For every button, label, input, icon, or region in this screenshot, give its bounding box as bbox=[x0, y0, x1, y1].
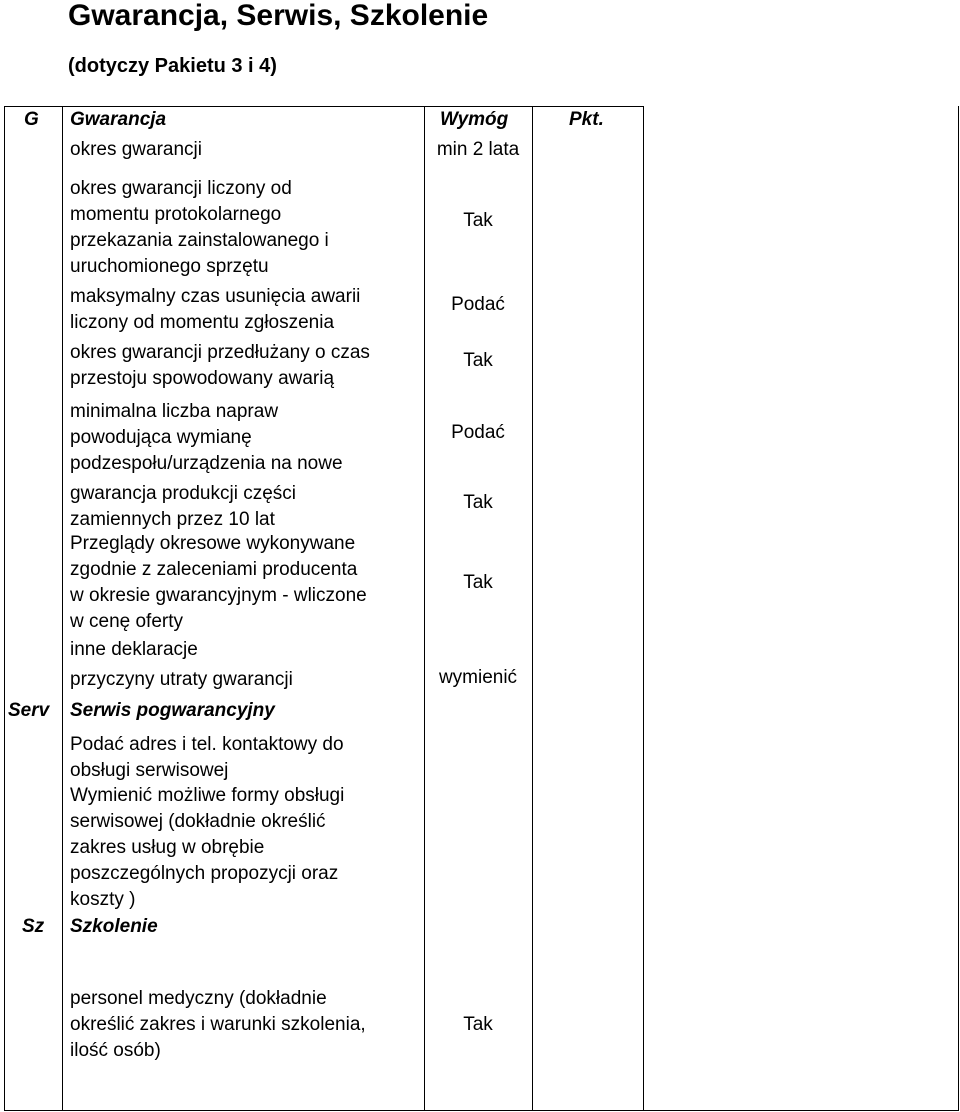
warranty-row-value: Tak bbox=[463, 350, 493, 371]
warranty-row-label: inne deklaracje bbox=[70, 639, 198, 660]
training-row-label: personel medyczny (dokładnie określić zakres i warunki szkolenia, ilość osób) bbox=[70, 988, 366, 1061]
warranty-row-value: min 2 lata bbox=[436, 139, 520, 160]
column-divider-code bbox=[62, 106, 63, 1111]
table-bottom-border bbox=[4, 1110, 959, 1111]
table-right-border bbox=[958, 106, 959, 1111]
document-title: Gwarancja, Serwis, Szkolenie bbox=[68, 0, 489, 32]
warranty-row-label: maksymalny czas usunięcia awarii liczony od momentu zgłoszenia bbox=[70, 286, 361, 333]
column-divider-points bbox=[643, 106, 644, 1111]
warranty-row-value: Podać bbox=[451, 422, 505, 443]
warranty-row-label: gwarancja produkcji części zamiennych przez 10 lat bbox=[70, 483, 296, 530]
document-subtitle: (dotyczy Pakietu 3 i 4) bbox=[68, 55, 277, 77]
warranty-row-label: Przeglądy okresowe wykonywane zgodnie z zaleceniami producenta w okresie gwarancyjnym - wliczone w cenę oferty bbox=[70, 533, 367, 632]
header-name: Gwarancja bbox=[70, 109, 167, 130]
service-row-label: Podać adres i tel. kontaktowy do obsługi serwisowej bbox=[70, 734, 344, 781]
service-section-title: Serwis pogwarancyjny bbox=[70, 700, 275, 721]
header-requirement: Wymóg bbox=[440, 109, 509, 130]
warranty-row-value: Tak bbox=[463, 492, 493, 513]
column-divider-label bbox=[424, 106, 425, 1111]
table-left-border bbox=[4, 106, 5, 1111]
warranty-row-value: wymienić bbox=[438, 667, 518, 688]
header-code: G bbox=[24, 109, 39, 130]
warranty-row-label: przyczyny utraty gwarancji bbox=[70, 669, 293, 690]
training-section-title: Szkolenie bbox=[70, 916, 158, 937]
warranty-row-label: okres gwarancji liczony od momentu protokolarnego przekazania zainstalowanego i uruchomionego sprzętu bbox=[70, 178, 329, 277]
warranty-row-value: Tak bbox=[463, 210, 493, 231]
column-divider-requirement bbox=[532, 106, 533, 1111]
service-row-label: Wymienić możliwe formy obsługi serwisowej (dokładnie określić zakres usług w obrębie poszczególnych propozycji oraz koszty ) bbox=[70, 785, 345, 910]
service-section-code: Serv bbox=[8, 700, 50, 721]
warranty-row-value: Tak bbox=[463, 572, 493, 593]
header-points: Pkt. bbox=[569, 109, 604, 130]
warranty-row-label: okres gwarancji przedłużany o czas przestoju spowodowany awarią bbox=[70, 342, 370, 389]
warranty-row-value: Podać bbox=[451, 294, 505, 315]
warranty-row-label: okres gwarancji bbox=[70, 139, 202, 160]
training-section-code: Sz bbox=[22, 916, 45, 937]
warranty-row-label: minimalna liczba napraw powodująca wymianę podzespołu/urządzenia na nowe bbox=[70, 401, 343, 474]
training-row-value: Tak bbox=[463, 1014, 493, 1035]
